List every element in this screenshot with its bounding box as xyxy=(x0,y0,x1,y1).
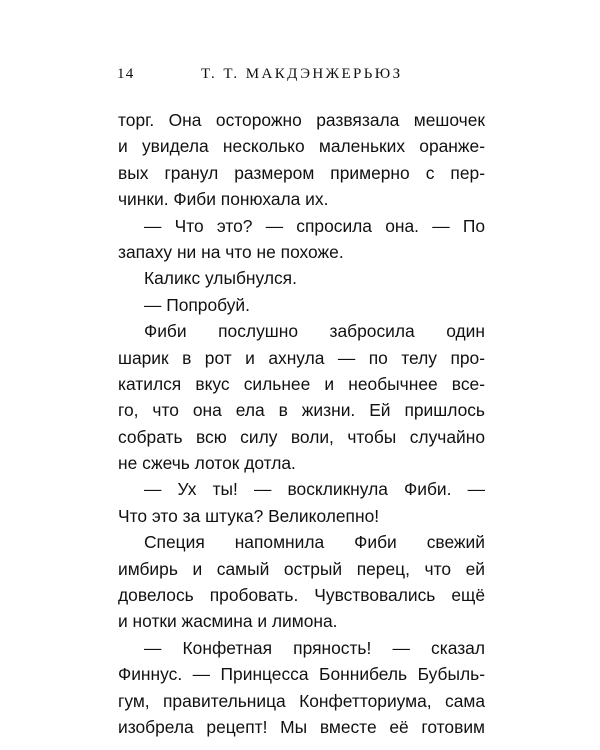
text-line: — Конфетная пряность! — сказал xyxy=(144,637,485,658)
text-line: и увидела несколько маленьких оранже- xyxy=(118,136,485,157)
text-line: — Что это? — спросила она. — По xyxy=(144,215,485,236)
text-line: вых гранул размером примерно с пер- xyxy=(118,162,485,183)
text-line: не сжечь лоток дотла. xyxy=(118,453,296,474)
text-line: катился вкус сильнее и необычнее все- xyxy=(118,373,485,394)
text-line: — Ух ты! — воскликнула Фиби. — xyxy=(144,479,485,500)
paragraph xyxy=(118,529,485,635)
text-line: гум, правительница Конфетториума, сама xyxy=(118,690,485,711)
paragraph xyxy=(118,318,485,476)
text-line: — Попробуй. xyxy=(144,294,250,315)
paragraph xyxy=(118,635,485,741)
text-line: чинки. Фиби понюхала их. xyxy=(118,189,329,210)
paragraph xyxy=(118,292,485,318)
text-line: го, что она ела в жизни. Ей пришлось xyxy=(118,400,485,421)
text-line: запаху ни на что не похоже. xyxy=(118,241,344,262)
paragraph xyxy=(118,107,485,213)
text-line: Каликс улыбнулся. xyxy=(144,268,297,289)
text-line: Финнус. — Принцесса Боннибель Бубыль- xyxy=(118,664,485,685)
header-author: Т. Т. МАКДЭНЖЕРЬЮЗ xyxy=(201,66,403,82)
text-line: довелось пробовать. Чувствовались ещё xyxy=(118,585,485,606)
text-line: и нотки жасмина и лимона. xyxy=(118,611,338,632)
paragraph xyxy=(118,476,485,529)
page-number: 14 xyxy=(117,66,135,82)
text-line: Фиби послушно забросила один xyxy=(144,321,485,342)
running-header xyxy=(117,63,487,85)
text-line: имбирь и самый острый перец, что ей xyxy=(118,558,485,579)
paragraph xyxy=(118,213,485,266)
text-line: Что это за штука? Великолепно! xyxy=(118,505,380,526)
text-line: торг. Она осторожно развязала мешочек xyxy=(118,110,485,130)
text-line: собрать всю силу воли, чтобы случайно xyxy=(118,426,485,447)
text-line: шарик в рот и ахнула — по телу про- xyxy=(118,347,485,368)
paragraph xyxy=(118,265,485,291)
text-line: изобрела рецепт! Мы вместе её готовим xyxy=(118,716,485,737)
body-text xyxy=(118,107,485,740)
text-line: Специя напомнила Фиби свежий xyxy=(144,532,485,553)
